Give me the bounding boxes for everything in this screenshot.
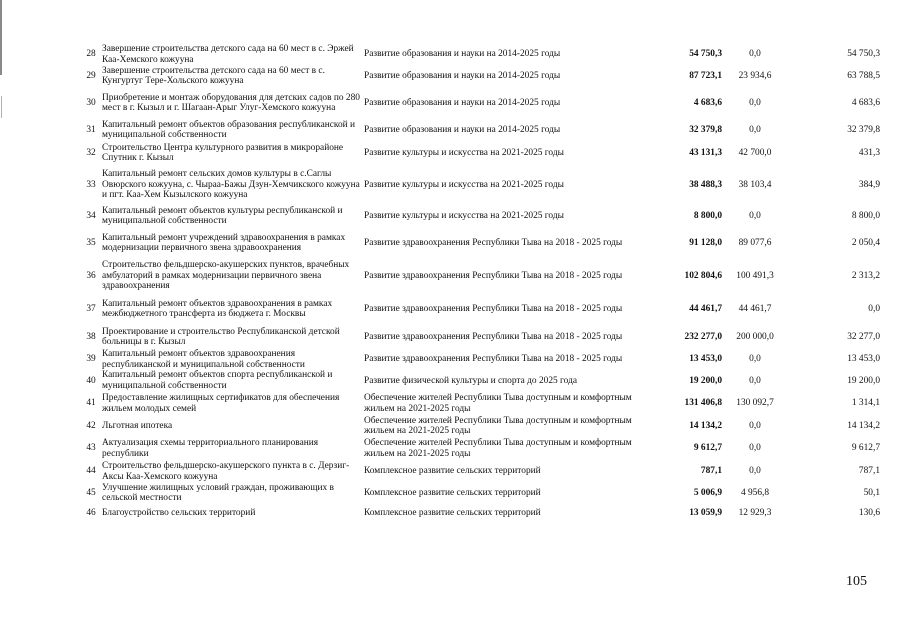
- row-number: 30: [86, 97, 96, 108]
- object-name: Завершение строительства детского сада на 60 мест в с. Кунгуртуг Тере-Хольского кожууна: [102, 65, 325, 87]
- table-row: [80, 461, 880, 483]
- amount-col-2: 130,6: [858, 507, 880, 518]
- program-name: Развитие образования и науки на 2014-2025 годы: [364, 49, 561, 60]
- table-row: [80, 293, 880, 325]
- amount-col-2: 32 277,0: [847, 331, 880, 342]
- amount-col-2: 19 200,0: [847, 375, 880, 386]
- object-name: Завершение строительства детского сада на 60 мест в с. Эржей Каа-Хемского кожууна: [102, 44, 354, 65]
- total-amount: 131 406,8: [684, 398, 722, 409]
- total-amount: 19 200,0: [689, 375, 722, 386]
- object-name: Капитальный ремонт объектов культуры республиканской и муниципальной собственности: [102, 205, 343, 227]
- total-amount: 43 131,3: [689, 147, 722, 158]
- program-name: Комплексное развитие сельских территорий: [364, 507, 541, 518]
- object-name: Предоставление жилищных сертификатов для обеспечения жильем молодых семей: [102, 392, 340, 414]
- row-number: 37: [86, 303, 96, 314]
- object-name: Капитальный ремонт объектов образования республиканской и муниципальной собственности: [102, 119, 356, 141]
- program-name: Обеспечение жителей Республики Тыва доступным и комфортным жильем на 2021-2025 годы: [364, 438, 632, 459]
- table-row: [80, 165, 880, 205]
- table-row: [80, 416, 880, 437]
- table-row: [80, 349, 880, 370]
- program-name: Развитие здравоохранения Республики Тыва на 2018 - 2025 годы: [364, 354, 623, 365]
- amount-col-1: 0,0: [749, 375, 761, 386]
- total-amount: 787,1: [700, 466, 722, 477]
- amount-col-2: 32 379,8: [847, 124, 880, 135]
- amount-col-2: 14 134,2: [847, 420, 880, 431]
- amount-col-1: 89 077,6: [738, 237, 772, 248]
- program-name: Развитие образования и науки на 2014-2025 годы: [364, 97, 561, 108]
- object-name: Капитальный ремонт объектов спорта республиканской и муниципальной собственности: [102, 370, 333, 391]
- table-row: [80, 259, 880, 293]
- program-name: Развитие здравоохранения Республики Тыва на 2018 - 2025 годы: [364, 303, 623, 314]
- program-name: Развитие здравоохранения Республики Тыва на 2018 - 2025 годы: [364, 331, 623, 342]
- program-name: Развитие культуры и искусства на 2021-2025 годы: [364, 210, 564, 221]
- program-name: Развитие здравоохранения Республики Тыва на 2018 - 2025 годы: [364, 237, 623, 248]
- table-row: [80, 65, 880, 87]
- row-number: 32: [86, 147, 96, 158]
- object-name: Проектирование и строительство Республиканской детской больницы в г. Кызыл: [102, 326, 340, 348]
- row-number: 34: [86, 210, 96, 221]
- row-number: 33: [86, 179, 96, 190]
- total-amount: 5 006,9: [693, 488, 722, 499]
- program-name: Обеспечение жителей Республики Тыва доступным и комфортным жильем на 2021-2025 годы: [364, 392, 632, 414]
- program-name: Обеспечение жителей Республики Тыва доступным и комфортным жильем на 2021-2025 годы: [364, 415, 632, 437]
- total-amount: 91 128,0: [689, 237, 722, 248]
- table-row: [80, 227, 880, 259]
- object-name: Капитальный ремонт учреждений здравоохранения в рамках модернизации первичного звена здравоохранения: [102, 232, 346, 254]
- total-amount: 4 683,6: [693, 97, 722, 108]
- amount-col-1: 0,0: [749, 210, 761, 221]
- total-amount: 232 277,0: [684, 331, 722, 342]
- budget-table: [80, 44, 880, 522]
- row-number: 36: [86, 270, 96, 281]
- total-amount: 102 804,6: [684, 270, 722, 281]
- object-name: Улучшение жилищных условий граждан, проживающих в сельской местности: [102, 482, 334, 504]
- amount-col-1: 100 491,3: [736, 270, 774, 281]
- row-number: 41: [86, 398, 96, 409]
- row-number: 28: [86, 49, 96, 60]
- amount-col-2: 50,1: [863, 488, 880, 499]
- amount-col-2: 63 788,5: [847, 70, 880, 81]
- amount-col-1: 200 000,0: [736, 331, 774, 342]
- amount-col-2: 8 800,0: [851, 210, 880, 221]
- amount-col-2: 384,9: [858, 179, 880, 190]
- amount-col-2: 2 313,2: [851, 270, 880, 281]
- object-name: Приобретение и монтаж оборудования для детских садов по 280 мест в г. Кызыл и г. Шагаан-Арыг Улуг-Хемского кожууна: [102, 92, 360, 114]
- amount-col-1: 0,0: [749, 124, 761, 135]
- object-name: Строительство Центра культурного развития в микрорайоне Спутник г. Кызыл: [102, 142, 344, 164]
- row-number: 43: [86, 443, 96, 454]
- table-row: [80, 483, 880, 504]
- total-amount: 38 488,3: [689, 179, 722, 190]
- amount-col-2: 0,0: [868, 303, 880, 314]
- total-amount: 54 750,3: [689, 49, 722, 60]
- program-name: Развитие культуры и искусства на 2021-2025 годы: [364, 147, 564, 158]
- row-number: 45: [86, 488, 96, 499]
- program-name: Комплексное развитие сельских территорий: [364, 488, 541, 499]
- object-name: Капитальный ремонт сельских домов культуры в с.Саглы Овюрского кожууна, с. Чыраа-Бажы Дзун-Хемчикского кожууна и пгт. Каа-Хем Кызылского кожууна: [102, 169, 360, 201]
- object-name: Капитальный ремонт объектов здравоохранения в рамках межбюджетного трансферта из бюджета г. Москвы: [102, 298, 333, 320]
- scan-edge-mark: [1, 96, 2, 118]
- amount-col-1: 130 092,7: [736, 398, 774, 409]
- total-amount: 8 800,0: [693, 210, 722, 221]
- table-row: [80, 44, 880, 65]
- amount-col-2: 9 612,7: [851, 443, 880, 454]
- row-number: 46: [86, 507, 96, 518]
- total-amount: 13 059,9: [689, 507, 722, 518]
- amount-col-2: 2 050,4: [851, 237, 880, 248]
- object-name: Благоустройство сельских территорий: [102, 507, 256, 518]
- table-row: [80, 325, 880, 349]
- amount-col-2: 54 750,3: [847, 49, 880, 60]
- amount-col-1: 44 461,7: [738, 303, 772, 314]
- amount-col-1: 38 103,4: [738, 179, 772, 190]
- total-amount: 87 723,1: [689, 70, 722, 81]
- amount-col-1: 42 700,0: [738, 147, 772, 158]
- total-amount: 13 453,0: [689, 354, 722, 365]
- total-amount: 32 379,8: [689, 124, 722, 135]
- program-name: Развитие здравоохранения Республики Тыва на 2018 - 2025 годы: [364, 270, 623, 281]
- program-name: Комплексное развитие сельских территорий: [364, 466, 541, 477]
- object-name: Строительство фельдшерско-акушерских пунктов, врачебных амбулаторий в рамках модернизации первичного звена здравоохранения: [102, 260, 350, 292]
- amount-col-2: 13 453,0: [847, 354, 880, 365]
- row-number: 39: [86, 354, 96, 365]
- total-amount: 44 461,7: [689, 303, 722, 314]
- amount-col-1: 4 956,8: [740, 488, 770, 499]
- scan-edge-mark: [0, 0, 2, 75]
- amount-col-1: 0,0: [749, 97, 761, 108]
- table-row: [80, 504, 880, 522]
- table-row: [80, 392, 880, 416]
- amount-col-1: 0,0: [749, 466, 761, 477]
- amount-col-1: 0,0: [749, 354, 761, 365]
- amount-col-2: 431,3: [858, 147, 880, 158]
- row-number: 38: [86, 331, 96, 342]
- table-row: [80, 205, 880, 227]
- row-number: 40: [86, 375, 96, 386]
- object-name: Капитальный ремонт объектов здравоохранения республиканской и муниципальной собственности: [102, 349, 305, 370]
- amount-col-1: 0,0: [749, 49, 761, 60]
- budget-table-body: [80, 44, 880, 522]
- table-row: [80, 87, 880, 119]
- amount-col-2: 787,1: [858, 466, 880, 477]
- amount-col-1: 0,0: [749, 420, 761, 431]
- row-number: 44: [86, 466, 96, 477]
- table-row: [80, 119, 880, 141]
- amount-col-2: 4 683,6: [851, 97, 880, 108]
- row-number: 29: [86, 70, 96, 81]
- table-row: [80, 437, 880, 461]
- total-amount: 9 612,7: [693, 443, 722, 454]
- table-row: [80, 370, 880, 391]
- page-number: 105: [846, 574, 867, 589]
- amount-col-1: 23 934,6: [738, 70, 772, 81]
- amount-col-1: 12 929,3: [738, 507, 772, 518]
- object-name: Строительство фельдшерско-акушерского пункта в с. Дерзиг-Аксы Каа-Хемского кожууна: [102, 461, 350, 482]
- program-name: Развитие физической культуры и спорта до 2025 года: [364, 375, 577, 386]
- program-name: Развитие образования и науки на 2014-2025 годы: [364, 124, 561, 135]
- row-number: 42: [86, 420, 96, 431]
- program-name: Развитие образования и науки на 2014-2025 годы: [364, 70, 561, 81]
- row-number: 35: [86, 237, 96, 248]
- object-name: Льготная ипотека: [102, 420, 173, 431]
- amount-col-2: 1 314,1: [851, 398, 880, 409]
- amount-col-1: 0,0: [749, 443, 761, 454]
- row-number: 31: [86, 124, 96, 135]
- total-amount: 14 134,2: [689, 420, 722, 431]
- object-name: Актуализация схемы территориального планирования республики: [102, 438, 319, 459]
- table-row: [80, 141, 880, 165]
- program-name: Развитие культуры и искусства на 2021-2025 годы: [364, 179, 564, 190]
